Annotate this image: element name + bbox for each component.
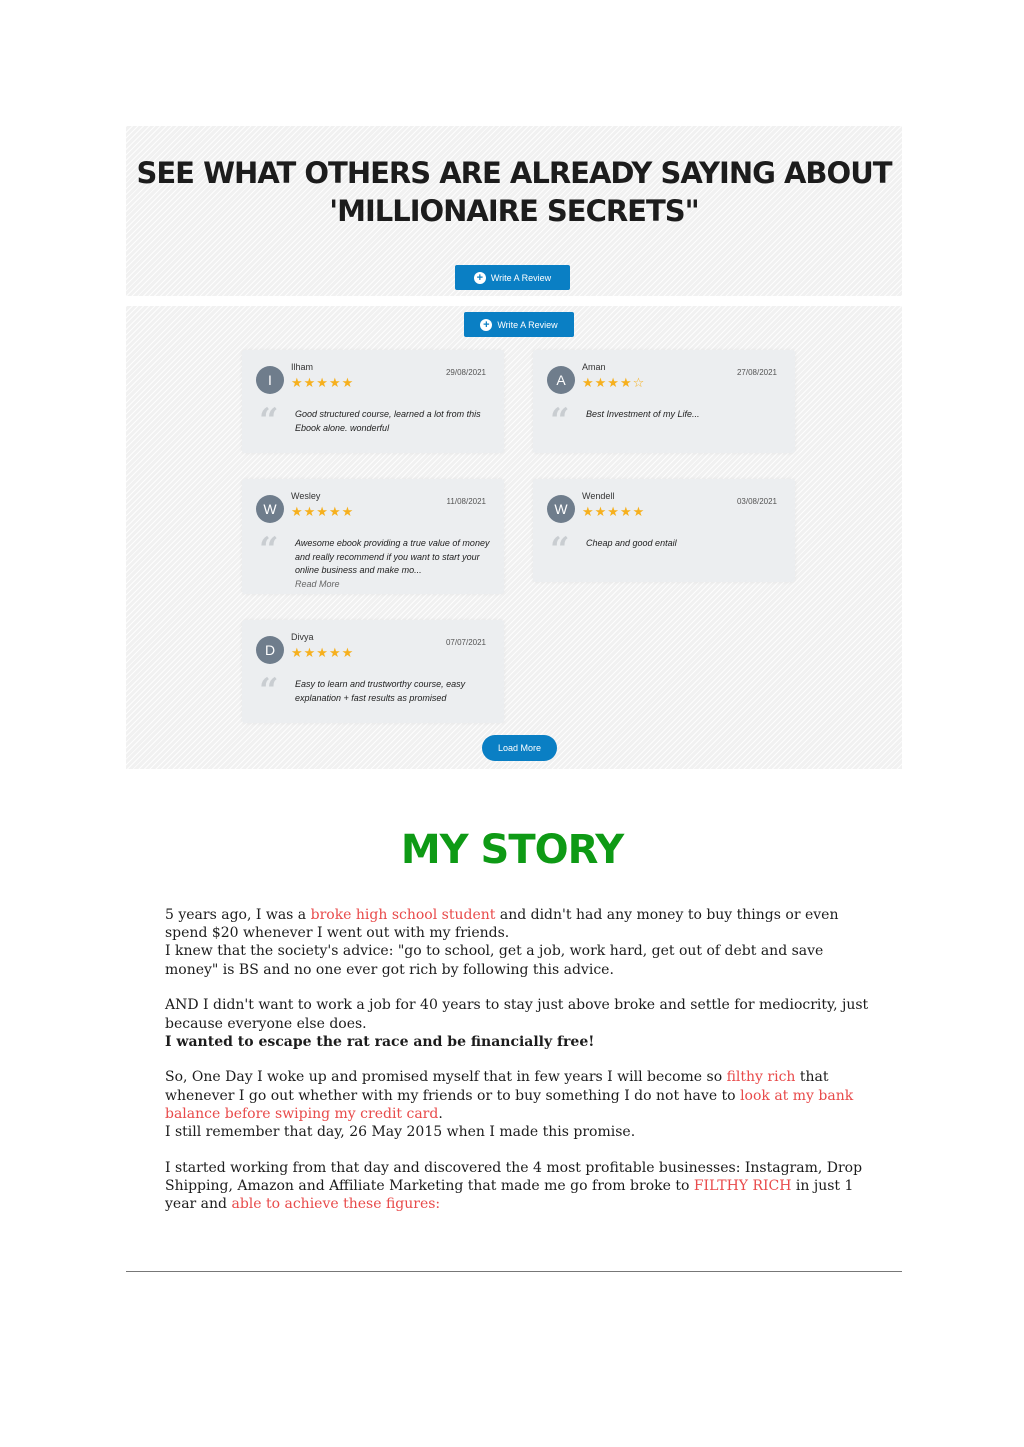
headline-line-1: SEE WHAT OTHERS ARE ALREADY SAYING ABOUT — [136, 156, 892, 190]
story-text: I started working from that day and discovered the 4 most profitable businesses: Instagram, Drop Shipping, Amazon and Affiliate Marketing that made me go from broke to — [165, 1159, 863, 1194]
read-more-link[interactable]: Read More — [295, 578, 340, 589]
review-text-body: Awesome ebook providing a true value of money and really recommend if you want to start your online business and make mo... — [295, 538, 490, 575]
star-rating: ★★★★★ — [291, 376, 355, 391]
story-paragraph — [165, 996, 875, 1051]
quote-icon: “ — [550, 401, 570, 441]
headline-line-2: 'MILLIONAIRE SECRETS" — [329, 194, 699, 228]
story-paragraph — [165, 1159, 875, 1214]
avatar: W — [547, 495, 575, 523]
story-bold-statement: I wanted to escape the rat race and be financially free! — [165, 1033, 595, 1050]
story-title: MY STORY — [400, 827, 624, 873]
reviewer-name: Wesley — [291, 491, 321, 501]
review-card — [533, 479, 795, 582]
review-text: Best Investment of my Life... — [586, 409, 700, 419]
write-review-label: Write A Review — [490, 272, 552, 283]
review-text: Good structured course, learned a lot from this Ebook alone. wonderful — [295, 409, 481, 433]
star-rating: ★★★★☆ — [582, 376, 646, 391]
review-date: 27/08/2021 — [736, 368, 777, 377]
quote-icon: “ — [259, 671, 279, 711]
review-text — [295, 537, 490, 591]
testimonials-header-panel — [126, 126, 902, 296]
story-highlight: broke high school student — [310, 907, 496, 923]
review-text: Cheap and good entail — [586, 538, 677, 548]
story-highlight: filthy rich — [726, 1069, 796, 1086]
story-text: AND I didn't want to work a job for 40 years to stay just above broke and settle for mediocrity, just because everyone else does. — [165, 997, 869, 1032]
reviewer-name: Wendell — [582, 491, 615, 501]
review-card — [242, 350, 504, 453]
review-card — [242, 620, 504, 723]
write-review-label: Write A Review — [497, 319, 558, 330]
reviewer-name: Divya — [291, 632, 314, 642]
story-text: So, One Day I woke up and promised myself that in few years I will become so — [165, 1069, 727, 1086]
review-date: 11/08/2021 — [446, 497, 486, 506]
load-more-button[interactable]: Load More — [482, 735, 557, 761]
quote-icon: “ — [259, 401, 279, 441]
write-review-button-secondary[interactable] — [464, 312, 574, 337]
reviewer-name: Aman — [582, 362, 606, 372]
review-date: 29/08/2021 — [445, 368, 486, 377]
review-date: 07/07/2021 — [445, 638, 486, 647]
review-date: 03/08/2021 — [736, 497, 777, 506]
reviewer-name: Ilham — [291, 362, 314, 372]
story-text: I still remember that day, 26 May 2015 when I made this promise. — [165, 1124, 636, 1141]
story-highlight: able to achieve these figures: — [231, 1196, 441, 1213]
story-paragraph — [165, 1068, 875, 1141]
avatar: D — [256, 636, 284, 664]
story-text: I knew that the society's advice: "go to school, get a job, work hard, get out of debt and save money" is BS and no one ever got rich by following this advice. — [165, 943, 824, 978]
star-rating: ★★★★★ — [291, 646, 355, 661]
write-review-button[interactable] — [455, 265, 570, 290]
reviews-panel — [126, 306, 902, 769]
avatar: W — [256, 495, 284, 523]
story-text: 5 years ago, I was a — [165, 907, 311, 923]
quote-icon: “ — [550, 530, 570, 570]
story-body — [165, 906, 875, 1231]
story-text: and didn't had any money to buy things or even spend $20 whenever I went out with my friends. — [165, 907, 839, 942]
review-card — [242, 479, 504, 594]
star-rating: ★★★★★ — [291, 505, 355, 520]
plus-circle-icon: + — [480, 319, 492, 331]
avatar: A — [547, 366, 575, 394]
avatar: I — [256, 366, 284, 394]
section-divider — [126, 1271, 902, 1272]
quote-icon: “ — [259, 530, 279, 570]
plus-circle-icon: + — [474, 272, 486, 284]
story-highlight: look at my bank balance before swiping my credit card — [165, 1087, 854, 1122]
story-highlight: FILTHY RICH — [693, 1177, 792, 1194]
story-text: in just 1 year and — [165, 1177, 854, 1213]
story-text: . — [438, 1105, 443, 1122]
review-card — [533, 350, 795, 453]
testimonials-headline — [126, 154, 902, 230]
story-text: that whenever I go out whether with my friends or to buy something I do not have to — [165, 1069, 829, 1104]
review-text: Easy to learn and trustworthy course, easy explanation + fast results as promised — [295, 679, 466, 703]
story-paragraph — [165, 906, 875, 979]
star-rating: ★★★★★ — [582, 505, 646, 520]
